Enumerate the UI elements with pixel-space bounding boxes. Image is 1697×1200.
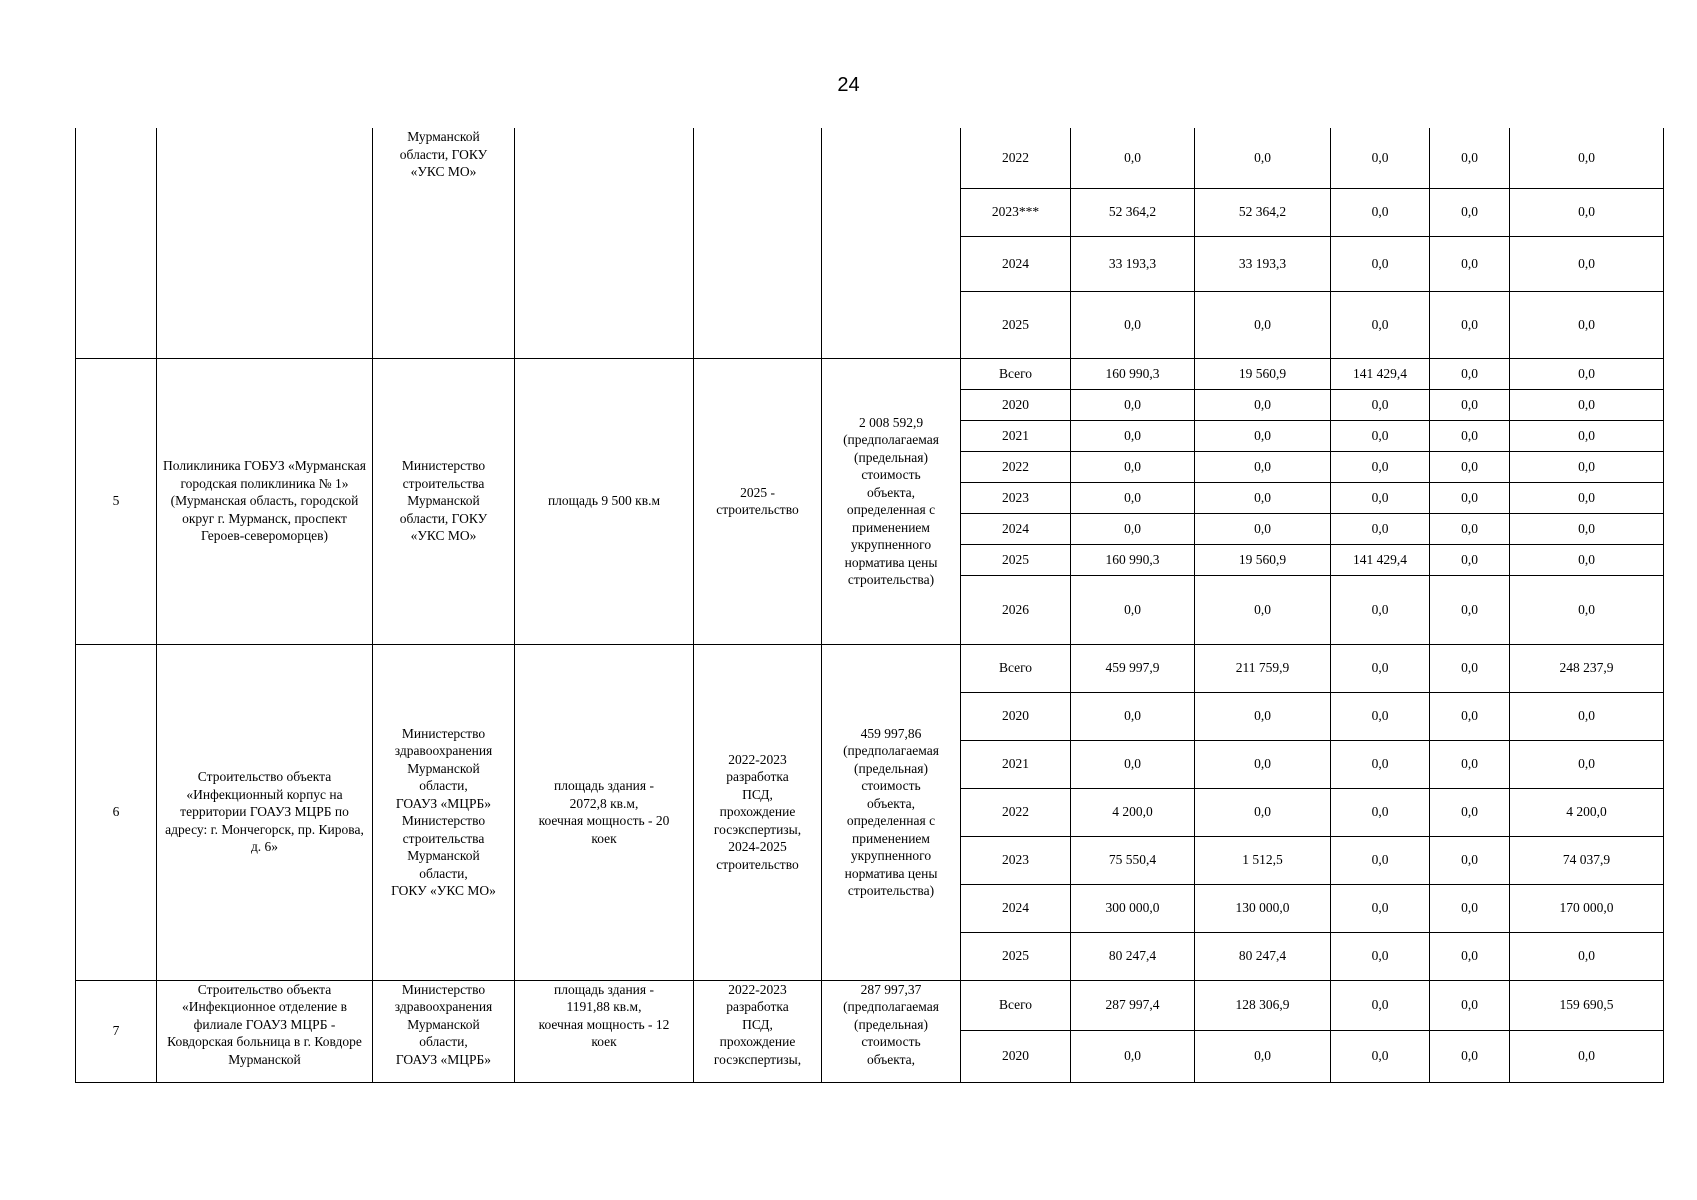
year-cell: 2024: [961, 236, 1071, 291]
regional-budget-cell: 0,0: [1331, 513, 1430, 544]
year-cell: Всего: [961, 980, 1071, 1030]
regional-budget-cell: 0,0: [1331, 980, 1430, 1030]
total-cell: 0,0: [1071, 482, 1195, 513]
customer-cell: Министерство здравоохранения Мурманской области, ГОАУЗ «МЦРБ» Министерство строительства Мурманской области, ГОКУ «УКС МО»: [373, 644, 515, 980]
year-cell: 2022: [961, 451, 1071, 482]
object-number-cell: 7: [76, 980, 157, 1082]
local-budget-cell: 0,0: [1430, 544, 1510, 575]
total-cell: 0,0: [1071, 740, 1195, 788]
customer-cell: Министерство здравоохранения Мурманской области, ГОАУЗ «МЦРБ»: [373, 980, 515, 1082]
federal-budget-cell: 1 512,5: [1195, 836, 1331, 884]
total-cell: 0,0: [1071, 692, 1195, 740]
year-cell: 2022: [961, 128, 1071, 188]
period-cell: 2025 - строительство: [694, 358, 822, 644]
local-budget-cell: 0,0: [1430, 740, 1510, 788]
cost-cell: 2 008 592,9 (предполагаемая (предельная) стоимость объекта, определенная с применением укрупненного норматива цены строительства): [822, 358, 961, 644]
year-cell: 2022: [961, 788, 1071, 836]
object-name-cell: [157, 128, 373, 358]
object-number-cell: [76, 128, 157, 358]
regional-budget-cell: 0,0: [1331, 836, 1430, 884]
year-cell: 2025: [961, 932, 1071, 980]
total-cell: 0,0: [1071, 575, 1195, 644]
federal-budget-cell: 0,0: [1195, 740, 1331, 788]
local-budget-cell: 0,0: [1430, 980, 1510, 1030]
year-cell: 2021: [961, 740, 1071, 788]
period-cell: 2022-2023 разработка ПСД, прохождение госэкспертизы,: [694, 980, 822, 1082]
other-sources-cell: 0,0: [1510, 188, 1664, 236]
total-cell: 80 247,4: [1071, 932, 1195, 980]
table-row: [76, 980, 1664, 1030]
federal-budget-cell: 19 560,9: [1195, 544, 1331, 575]
period-cell: [694, 128, 822, 358]
capacity-cell: площадь здания - 2072,8 кв.м, коечная мощность - 20 коек: [515, 644, 694, 980]
year-cell: 2026: [961, 575, 1071, 644]
regional-budget-cell: 0,0: [1331, 1030, 1430, 1082]
regional-budget-cell: 0,0: [1331, 692, 1430, 740]
year-cell: Всего: [961, 644, 1071, 692]
regional-budget-cell: 0,0: [1331, 389, 1430, 420]
regional-budget-cell: 0,0: [1331, 236, 1430, 291]
other-sources-cell: 0,0: [1510, 128, 1664, 188]
other-sources-cell: 0,0: [1510, 389, 1664, 420]
year-cell: 2025: [961, 291, 1071, 358]
year-cell: 2020: [961, 1030, 1071, 1082]
total-cell: 0,0: [1071, 513, 1195, 544]
local-budget-cell: 0,0: [1430, 932, 1510, 980]
total-cell: 160 990,3: [1071, 358, 1195, 389]
other-sources-cell: 0,0: [1510, 513, 1664, 544]
table-row: [76, 128, 1664, 188]
year-cell: 2023***: [961, 188, 1071, 236]
year-cell: 2020: [961, 389, 1071, 420]
local-budget-cell: 0,0: [1430, 420, 1510, 451]
table-row: [76, 644, 1664, 692]
total-cell: 0,0: [1071, 451, 1195, 482]
local-budget-cell: 0,0: [1430, 188, 1510, 236]
cost-cell: [822, 128, 961, 358]
other-sources-cell: 0,0: [1510, 420, 1664, 451]
regional-budget-cell: 0,0: [1331, 128, 1430, 188]
other-sources-cell: 170 000,0: [1510, 884, 1664, 932]
other-sources-cell: 74 037,9: [1510, 836, 1664, 884]
other-sources-cell: 0,0: [1510, 575, 1664, 644]
page-number: 24: [837, 74, 860, 96]
other-sources-cell: 0,0: [1510, 544, 1664, 575]
regional-budget-cell: 0,0: [1331, 482, 1430, 513]
federal-budget-cell: 52 364,2: [1195, 188, 1331, 236]
year-cell: 2025: [961, 544, 1071, 575]
regional-budget-cell: 0,0: [1331, 788, 1430, 836]
federal-budget-cell: 33 193,3: [1195, 236, 1331, 291]
total-cell: 459 997,9: [1071, 644, 1195, 692]
local-budget-cell: 0,0: [1430, 692, 1510, 740]
year-cell: 2023: [961, 836, 1071, 884]
cost-cell: 459 997,86 (предполагаемая (предельная) стоимость объекта, определенная с применением укрупненного норматива цены строительства): [822, 644, 961, 980]
regional-budget-cell: 0,0: [1331, 575, 1430, 644]
total-cell: 0,0: [1071, 420, 1195, 451]
other-sources-cell: 0,0: [1510, 692, 1664, 740]
other-sources-cell: 0,0: [1510, 451, 1664, 482]
other-sources-cell: 0,0: [1510, 236, 1664, 291]
local-budget-cell: 0,0: [1430, 836, 1510, 884]
object-name-cell: Строительство объекта «Инфекционный корпус на территории ГОАУЗ МЦРБ по адресу: г. Мончегорск, пр. Кирова, д. 6»: [157, 644, 373, 980]
federal-budget-cell: 0,0: [1195, 482, 1331, 513]
local-budget-cell: 0,0: [1430, 482, 1510, 513]
regional-budget-cell: 0,0: [1331, 740, 1430, 788]
federal-budget-cell: 0,0: [1195, 128, 1331, 188]
federal-budget-cell: 80 247,4: [1195, 932, 1331, 980]
other-sources-cell: 0,0: [1510, 1030, 1664, 1082]
other-sources-cell: 159 690,5: [1510, 980, 1664, 1030]
federal-budget-cell: 0,0: [1195, 389, 1331, 420]
cost-cell: 287 997,37 (предполагаемая (предельная) стоимость объекта,: [822, 980, 961, 1082]
other-sources-cell: 0,0: [1510, 291, 1664, 358]
object-number-cell: 6: [76, 644, 157, 980]
object-name-cell: Поликлиника ГОБУЗ «Мурманская городская поликлиника № 1» (Мурманская область, городской округ г. Мурманск, проспект Героев-североморцев): [157, 358, 373, 644]
total-cell: 75 550,4: [1071, 836, 1195, 884]
total-cell: 0,0: [1071, 128, 1195, 188]
local-budget-cell: 0,0: [1430, 788, 1510, 836]
other-sources-cell: 248 237,9: [1510, 644, 1664, 692]
federal-budget-cell: 0,0: [1195, 513, 1331, 544]
local-budget-cell: 0,0: [1430, 389, 1510, 420]
total-cell: 0,0: [1071, 291, 1195, 358]
year-cell: 2023: [961, 482, 1071, 513]
federal-budget-cell: 19 560,9: [1195, 358, 1331, 389]
regional-budget-cell: 0,0: [1331, 451, 1430, 482]
regional-budget-cell: 0,0: [1331, 884, 1430, 932]
local-budget-cell: 0,0: [1430, 513, 1510, 544]
federal-budget-cell: 0,0: [1195, 1030, 1331, 1082]
capacity-cell: площадь здания - 1191,88 кв.м, коечная мощность - 12 коек: [515, 980, 694, 1082]
local-budget-cell: 0,0: [1430, 291, 1510, 358]
total-cell: 33 193,3: [1071, 236, 1195, 291]
regional-budget-cell: 0,0: [1331, 932, 1430, 980]
federal-budget-cell: 0,0: [1195, 451, 1331, 482]
period-cell: 2022-2023 разработка ПСД, прохождение госэкспертизы, 2024-2025 строительство: [694, 644, 822, 980]
regional-budget-cell: 141 429,4: [1331, 358, 1430, 389]
local-budget-cell: 0,0: [1430, 128, 1510, 188]
regional-budget-cell: 141 429,4: [1331, 544, 1430, 575]
total-cell: 160 990,3: [1071, 544, 1195, 575]
other-sources-cell: 0,0: [1510, 932, 1664, 980]
federal-budget-cell: 0,0: [1195, 420, 1331, 451]
total-cell: 52 364,2: [1071, 188, 1195, 236]
regional-budget-cell: 0,0: [1331, 420, 1430, 451]
total-cell: 4 200,0: [1071, 788, 1195, 836]
federal-budget-cell: 211 759,9: [1195, 644, 1331, 692]
local-budget-cell: 0,0: [1430, 575, 1510, 644]
year-cell: 2024: [961, 513, 1071, 544]
federal-budget-cell: 0,0: [1195, 291, 1331, 358]
regional-budget-cell: 0,0: [1331, 291, 1430, 358]
year-cell: 2024: [961, 884, 1071, 932]
other-sources-cell: 0,0: [1510, 482, 1664, 513]
total-cell: 300 000,0: [1071, 884, 1195, 932]
local-budget-cell: 0,0: [1430, 644, 1510, 692]
regional-budget-cell: 0,0: [1331, 188, 1430, 236]
federal-budget-cell: 0,0: [1195, 575, 1331, 644]
federal-budget-cell: 130 000,0: [1195, 884, 1331, 932]
other-sources-cell: 0,0: [1510, 740, 1664, 788]
local-budget-cell: 0,0: [1430, 358, 1510, 389]
local-budget-cell: 0,0: [1430, 451, 1510, 482]
customer-cell: Министерство строительства Мурманской области, ГОКУ «УКС МО»: [373, 358, 515, 644]
year-cell: 2020: [961, 692, 1071, 740]
federal-budget-cell: 128 306,9: [1195, 980, 1331, 1030]
table-body: [76, 128, 1664, 1082]
other-sources-cell: 4 200,0: [1510, 788, 1664, 836]
year-cell: 2021: [961, 420, 1071, 451]
local-budget-cell: 0,0: [1430, 1030, 1510, 1082]
other-sources-cell: 0,0: [1510, 358, 1664, 389]
object-name-cell: Строительство объекта «Инфекционное отделение в филиале ГОАУЗ МЦРБ - Ковдорская больница в г. Ковдоре Мурманской: [157, 980, 373, 1082]
total-cell: 0,0: [1071, 389, 1195, 420]
regional-budget-cell: 0,0: [1331, 644, 1430, 692]
federal-budget-cell: 0,0: [1195, 692, 1331, 740]
capacity-cell: площадь 9 500 кв.м: [515, 358, 694, 644]
local-budget-cell: 0,0: [1430, 884, 1510, 932]
customer-cell: Мурманской области, ГОКУ «УКС МО»: [373, 128, 515, 358]
local-budget-cell: 0,0: [1430, 236, 1510, 291]
investment-objects-table: [75, 128, 1664, 1083]
federal-budget-cell: 0,0: [1195, 788, 1331, 836]
total-cell: 287 997,4: [1071, 980, 1195, 1030]
object-number-cell: 5: [76, 358, 157, 644]
total-cell: 0,0: [1071, 1030, 1195, 1082]
table-row: [76, 358, 1664, 389]
capacity-cell: [515, 128, 694, 358]
year-cell: Всего: [961, 358, 1071, 389]
